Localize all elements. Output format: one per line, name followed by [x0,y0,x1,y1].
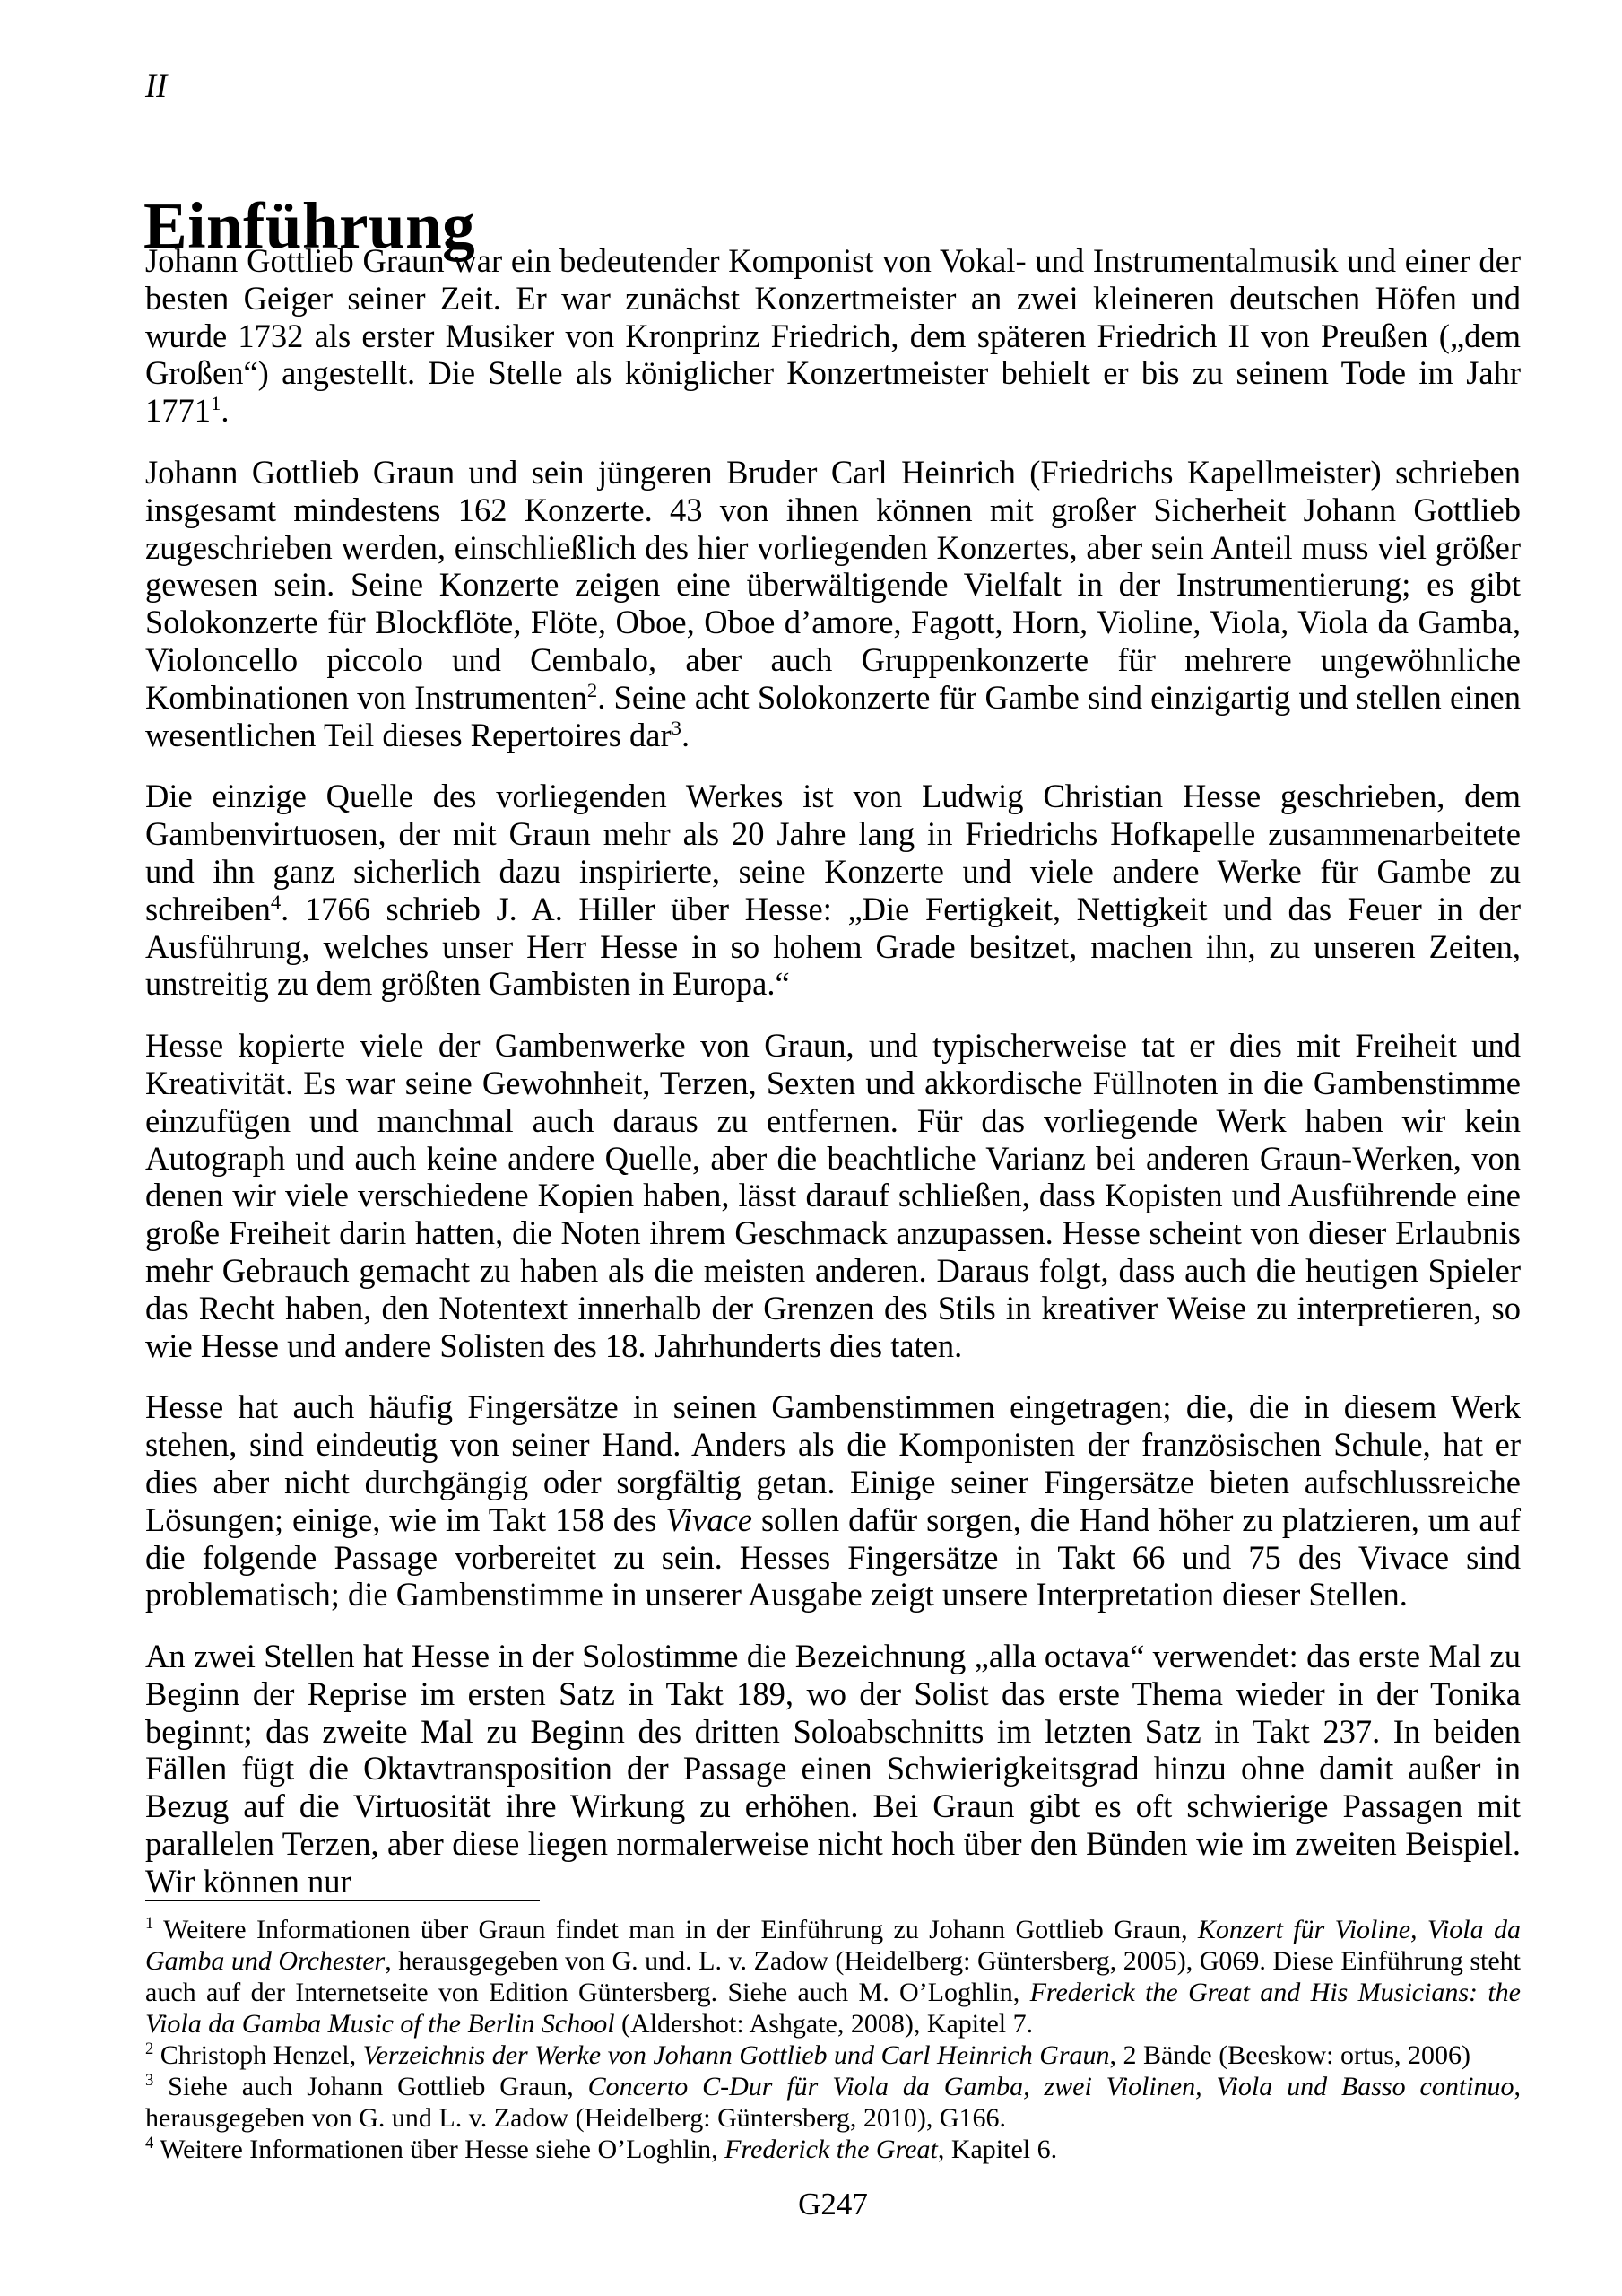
footnote-area [145,1900,1521,2165]
body-paragraph-2: Johann Gottlieb Graun und sein jüngeren Bruder Carl Heinrich (Friedrichs Kapellmeister) schrieben insgesamt mindestens 162 Konzerte. 43 von ihnen können mit großer Sicherheit Johann Gottlieb zugeschrieben werden, einschließlich des hier vorliegenden Konzertes, aber sein Anteil muss viel größer gewesen sein. Seine Konzerte zeigen eine überwältigende Vielfalt in der Instrumentierung; es gibt Solokonzerte für Blockflöte, Flöte, Oboe, Oboe d’amore, Fagott, Horn, Violine, Viola, Viola da Gamba, Violoncello piccolo und Cembalo, aber auch Gruppenkonzerte für mehrere ungewöhnliche Kombinationen von Instrumenten$^2$. Seine acht Solokonzerte für Gambe sind einzigartig und stellen einen wesentlichen Teil dieses Repertoires dar$^3$. [145,453,1521,753]
footnote-separator-rule [145,1900,540,1901]
footnote-2: $^2$ Christoph Henzel, Verzeichnis der Werke von Johann Gottlieb und Carl Heinrich Graun, 2 Bände (Beeskow: ortus, 2006) [145,2039,1470,2070]
footnote-3: $^3$ Siehe auch Johann Gottlieb Graun, Concerto C-Dur für Viola da Gamba, zwei Violinen, Viola und Basso continuo, herausgegeben von G. und L. v. Zadow (Heidelberg: Güntersberg, 2010), G166. [145,2071,1522,2133]
catalog-number-footer: G247 [798,2187,868,2222]
body-paragraph-5: Hesse hat auch häufig Fingersätze in seinen Gambenstimmen eingetragen; die, die in diesem Werk stehen, sind eindeutig von seiner Hand. Anders als die Komponisten der französischen Schule, hat er dies aber nicht durchgängig oder sorgfältig getan. Einige seiner Fingersätze bieten aufschlussreiche Lösungen; einige, wie im Takt 158 des Vivace sollen dafür sorgen, die Hand höher zu platzieren, um auf die folgende Passage vorbereitet zu sein. Hesses Fingersätze in Takt 66 und 75 des Vivace sind problematisch; die Gambenstimme in unserer Ausgabe zeigt unsere Interpretation dieser Stellen. [145,1388,1521,1613]
body-paragraph-1: Johann Gottlieb Graun war ein bedeutender Komponist von Vokal- und Instrumentalmusik und einer der besten Geiger seiner Zeit. Er war zunächst Konzertmeister an zwei kleineren deutschen Höfen und wurde 1732 als erster Musiker von Kronprinz Friedrich, dem späteren Friedrich II von Preußen („dem Großen“) angestellt. Die Stelle als königlicher Konzertmeister behielt er bis zu seinem Tode im Jahr 1771$^1$. [145,242,1521,430]
footnote-1: $^1$ Weitere Informationen über Graun findet man in der Einführung zu Johann Gottlieb Graun, Konzert für Violine, Viola da Gamba und Orchester, herausgegeben von G. und. L. v. Zadow (Heidelberg: Güntersberg, 2005), G069. Diese Einführung steht auch auf der Internetseite von Edition Güntersberg. Siehe auch M. O’Loghlin, Frederick the Great and His Musicians: the Viola da Gamba Music of the Berlin School (Aldershot: Ashgate, 2008), Kapitel 7. [145,1914,1522,2039]
body-paragraph-6: An zwei Stellen hat Hesse in der Solostimme die Bezeichnung „alla octava“ verwendet: das erste Mal zu Beginn der Reprise im ersten Satz in Takt 189, wo der Solist das erste Thema wieder in der Tonika beginnt; das zweite Mal zu Beginn des dritten Soloabschnitts im letzten Satz in Takt 237. In beiden Fällen fügt die Oktavtransposition der Passage einen Schwierigkeitsgrad hinzu ohne damit außer in Bezug auf die Virtuosität ihre Wirkung zu erhöhen. Bei Graun gibt es oft schwierige Passagen mit parallelen Terzen, aber diese liegen normalerweise nicht hoch über den Bünden wie im zweiten Beispiel. Wir können nur [145,1638,1521,1900]
body-text [145,242,1521,1900]
footnotes [145,1914,1521,2165]
footnote-4: $^4$ Weitere Informationen über Hesse siehe O’Loghlin, Frederick the Great, Kapitel 6. [145,2134,1058,2164]
page-title: Einführung [143,188,476,262]
page-number: II [145,67,168,104]
body-paragraph-4: Hesse kopierte viele der Gambenwerke von Graun, und typischerweise tat er dies mit Freiheit und Kreativität. Es war seine Gewohnheit, Terzen, Sexten und akkordische Füllnoten in die Gambenstimme einzufügen und manchmal auch daraus zu entfernen. Für das vorliegende Werk haben wir kein Autograph und auch keine andere Quelle, aber die beachtliche Varianz bei anderen Graun-Werken, von denen wir viele verschiedene Kopien haben, lässt darauf schließen, dass Kopisten und Ausführende eine große Freiheit darin hatten, die Noten ihrem Geschmack anzupassen. Hesse scheint von dieser Erlaubnis mehr Gebrauch gemacht zu haben als die meisten anderen. Daraus folgt, dass auch die heutigen Spieler das Recht haben, den Notentext innerhalb der Grenzen des Stils in kreativer Weise zu interpretieren, so wie Hesse und andere Solisten des 18. Jahrhunderts dies taten. [145,1027,1521,1364]
body-paragraph-3: Die einzige Quelle des vorliegenden Werkes ist von Ludwig Christian Hesse geschrieben, dem Gambenvirtuosen, der mit Graun mehr als 20 Jahre lang in Friedrichs Hofkapelle zusammenarbeitete und ihn ganz sicherlich dazu inspirierte, seine Konzerte und viele andere Werke für Gambe zu schreiben$^4$. 1766 schrieb J. A. Hiller über Hesse: „Die Fertigkeit, Nettigkeit und das Feuer in der Ausführung, welches unser Herr Hesse in so hohem Grade besitzet, machen ihn, zu unseren Zeiten, unstreitig zu dem größten Gambisten in Europa.“ [145,778,1521,1003]
